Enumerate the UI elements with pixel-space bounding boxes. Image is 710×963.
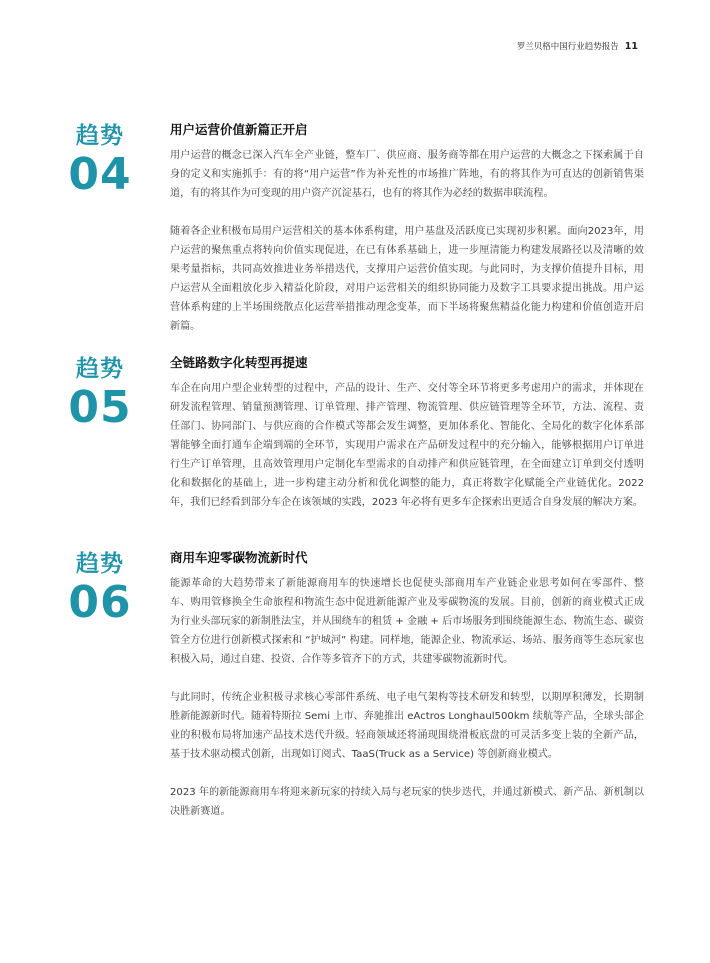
page-header — [517, 40, 638, 52]
trend-tag — [68, 550, 132, 628]
trend-label: 趋势 — [76, 551, 124, 577]
trend-tag — [68, 122, 132, 200]
paragraph: 车企在向用户型企业转型的过程中，产品的设计、生产、交付等全环节将更多考虑用户的需求，并体现在研发流程管理、销量预测管理、订单管理、排产管理、物流管理、供应链管理等全环节，方法、流程、责任部门、协同部门、与供应商的合作模式等都会发生调整，更加体系化、智能化、全局化的数字化体系部署能够全面打通车企端到端的全环节，实现用户需求在产品研发过程中的充分输入，能够根据用户订单进行生产订单管理，且高效管理用户定制化车型需求的自动排产和供应链管理，在全面建立订单到交付透明化和数据化的基础上，进一步构建主动分析和优化调整的能力，真正将数字化赋能全产业链优化。2022 年，我们已经看到部分车企在该领域的实践，2023 年必将有更多车企探索出更适合自身发展的解决方案。 — [170, 383, 644, 508]
trend-number: 06 — [68, 577, 132, 628]
trend-content — [170, 550, 644, 840]
report-title: 罗兰贝格中国行业趋势报告 — [516, 42, 619, 52]
paragraph: 与此同时，传统企业积极寻求核心零部件系统、电子电气架构等技术研发和转型，以期厚积薄发，长期制胜新能源新时代。随着特斯拉 Semi 上市、奔驰推出 eActros Longhaul500km 续航等产品，全球头部企业的积极布局将加速产品技术迭代升级。轻商领域还将涌现围绕滑板底盘的可灵活多变上装的全新产品，基于技术驱动模式创新，出现如订阅式、TaaS(Truck as a Service) 等创新商业模式。 — [170, 692, 644, 760]
trend-label: 趋势 — [76, 123, 124, 149]
paragraph: 随着各企业积极布局用户运营相关的基本体系构建，用户基盘及活跃度已实现初步积累。面向2023年，用户运营的聚焦重点将转向价值实现促进，在已有体系基础上，进一步厘清能力构建发展路径以及清晰的效果考量指标，共同高效推进业务举措迭代，支撑用户运营价值实现。与此同时，为支撑价值提升目标，用户运营从全面粗放化步入精益化阶段，对用户运营相关的组织协同能力及数字工具要求提出挑战。用户运营体系构建的上半场围绕散点化运营举措推动理念变革，而下半场将聚焦精益化能力构建和价值创造开启新篇。 — [170, 226, 644, 332]
trend-number: 05 — [68, 382, 132, 433]
trend-label: 趋势 — [76, 356, 124, 382]
trend-tag — [68, 355, 132, 433]
trend-content — [170, 355, 644, 531]
paragraph: 用户运营的概念已深入汽车全产业链，整车厂、供应商、服务商等都在用户运营的大概念之下探索属于自身的定义和实施抓手：有的将“用户运营”作为补充性的市场推广阵地，有的将其作为可直达的创新销售渠道，有的将其作为可变现的用户资产沉淀基石，也有的将其作为必经的数据串联流程。 — [170, 150, 644, 199]
trend-title: 商用车迎零碳物流新时代 — [170, 550, 308, 565]
trend-content — [170, 122, 644, 355]
page-number: 11 — [624, 41, 638, 52]
trend-title: 全链路数字化转型再提速 — [170, 355, 308, 370]
trend-number: 04 — [68, 149, 132, 200]
paragraph: 2023 年的新能源商用车将迎来新玩家的持续入局与老玩家的快步迭代，并通过新模式、新产品、新机制以决胜新赛道。 — [170, 787, 644, 817]
paragraph: 能源革命的大趋势带来了新能源商用车的快速增长也促使头部商用车产业链企业思考如何在零部件、整车、购用管修换全生命旅程和物流生态中促进新能源产业及零碳物流的发展。目前，创新的商业模式正成为行业头部玩家的新制胜法宝，并从围绕车的租赁 + 金融 + 后市场服务到围绕能源生态、物流生态、碳资管全方位进行创新模式探索和 “护城河” 构建。同样地，能源企业、物流承运、场站、服务商等生态玩家也积极入局，通过自建、投资、合作等多管齐下的方式，共建零碳物流新时代。 — [170, 578, 644, 665]
trend-title: 用户运营价值新篇正开启 — [170, 122, 308, 137]
